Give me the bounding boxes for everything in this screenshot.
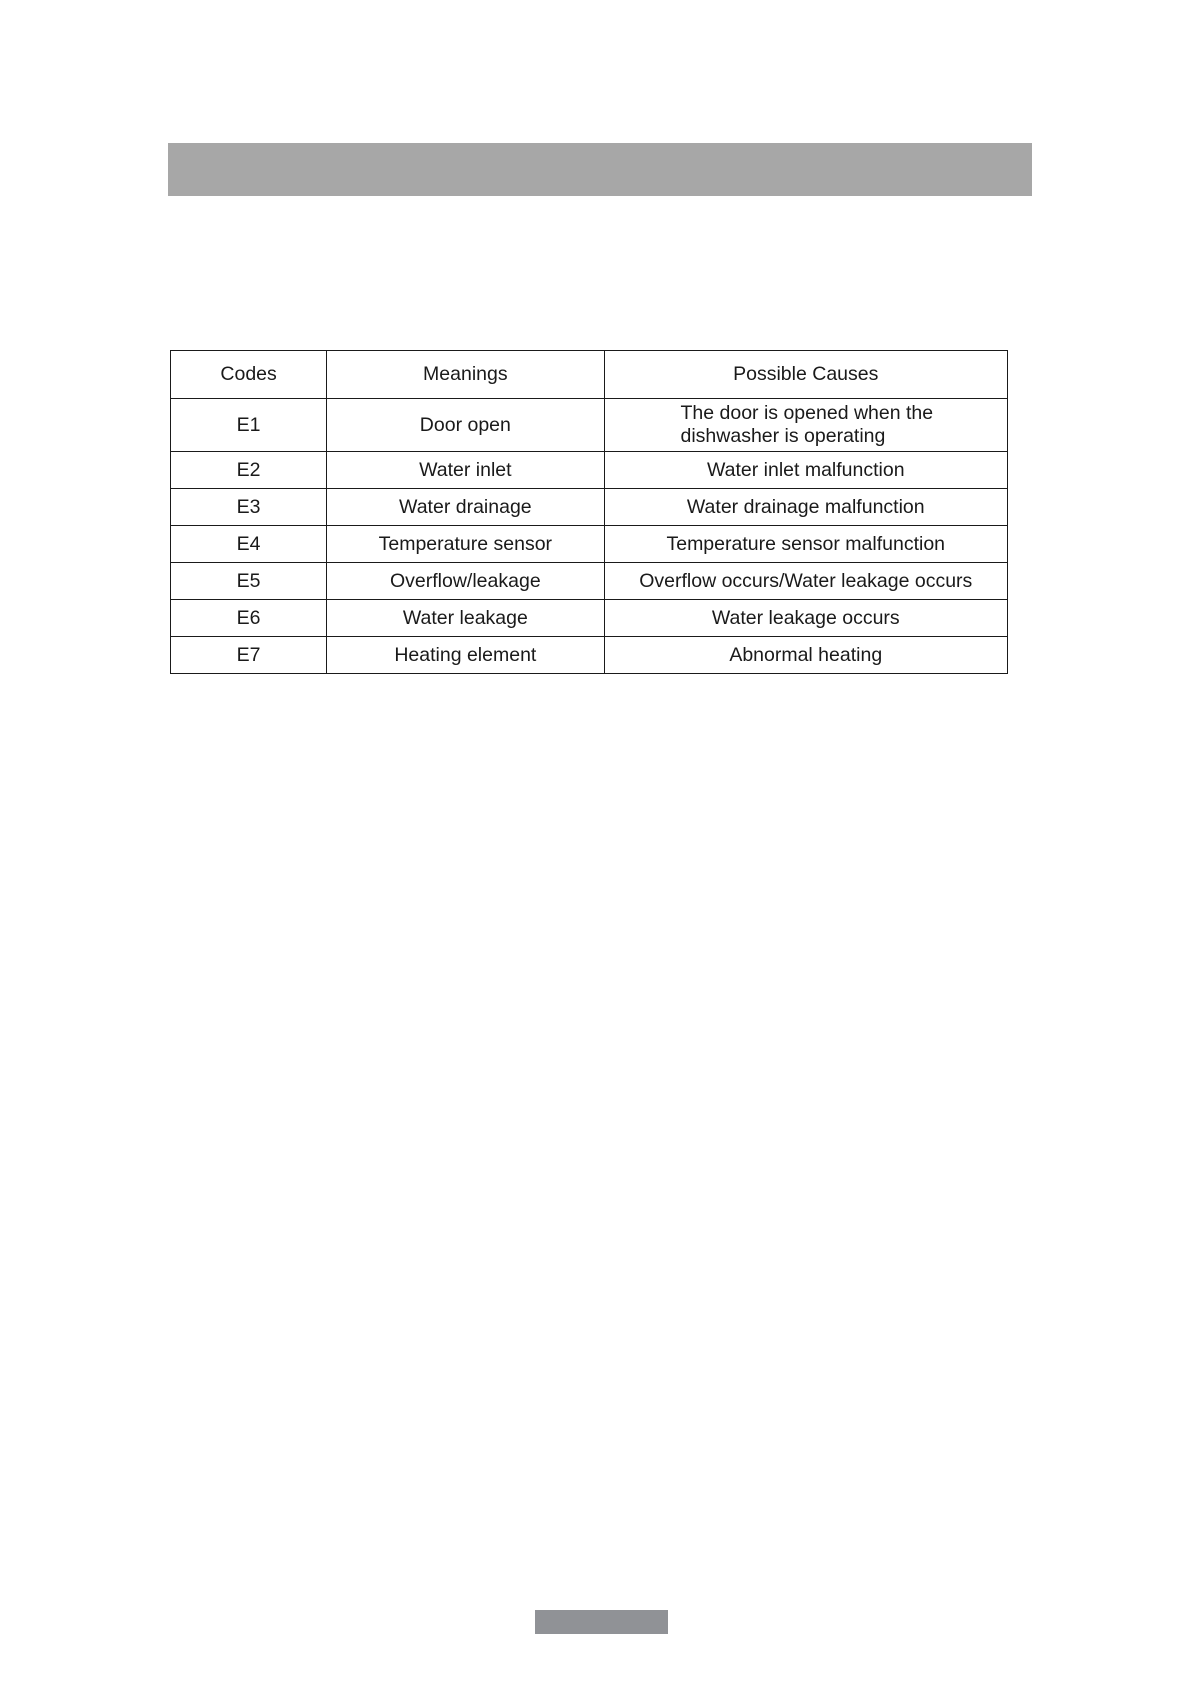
- column-header-possible-causes: Possible Causes: [604, 351, 1008, 399]
- meaning-cell: Water leakage: [327, 600, 604, 637]
- code-cell: E3: [171, 489, 327, 526]
- table-row: [171, 526, 1008, 563]
- cause-cell: Water drainage malfunction: [604, 489, 1008, 526]
- code-cell: E1: [171, 399, 327, 452]
- cause-cell: Temperature sensor malfunction: [604, 526, 1008, 563]
- code-cell: E7: [171, 637, 327, 674]
- page-footer-bar: [535, 1610, 668, 1634]
- meaning-cell: Overflow/leakage: [327, 563, 604, 600]
- error-codes-table: [170, 350, 1008, 674]
- meaning-cell: Temperature sensor: [327, 526, 604, 563]
- cause-line: The door is opened when the: [680, 402, 934, 424]
- section-header-bar: [168, 143, 1032, 196]
- meaning-cell: Water drainage: [327, 489, 604, 526]
- column-header-codes: Codes: [171, 351, 327, 399]
- meaning-cell: Heating element: [327, 637, 604, 674]
- table-row: [171, 452, 1008, 489]
- code-cell: E2: [171, 452, 327, 489]
- cause-cell: Water inlet malfunction: [604, 452, 1008, 489]
- table-header-row: [171, 351, 1008, 399]
- table-row: [171, 399, 1008, 452]
- table-row: [171, 489, 1008, 526]
- column-header-meanings: Meanings: [327, 351, 604, 399]
- meaning-cell: Water inlet: [327, 452, 604, 489]
- cause-cell: Water leakage occurs: [604, 600, 1008, 637]
- cause-cell: [604, 399, 1008, 452]
- meaning-cell: Door open: [327, 399, 604, 452]
- code-cell: E4: [171, 526, 327, 563]
- table-row: [171, 600, 1008, 637]
- cause-line: dishwasher is operating: [680, 425, 886, 447]
- code-cell: E5: [171, 563, 327, 600]
- table-row: [171, 563, 1008, 600]
- code-cell: E6: [171, 600, 327, 637]
- table-row: [171, 637, 1008, 674]
- cause-cell: Overflow occurs/Water leakage occurs: [604, 563, 1008, 600]
- cause-cell: Abnormal heating: [604, 637, 1008, 674]
